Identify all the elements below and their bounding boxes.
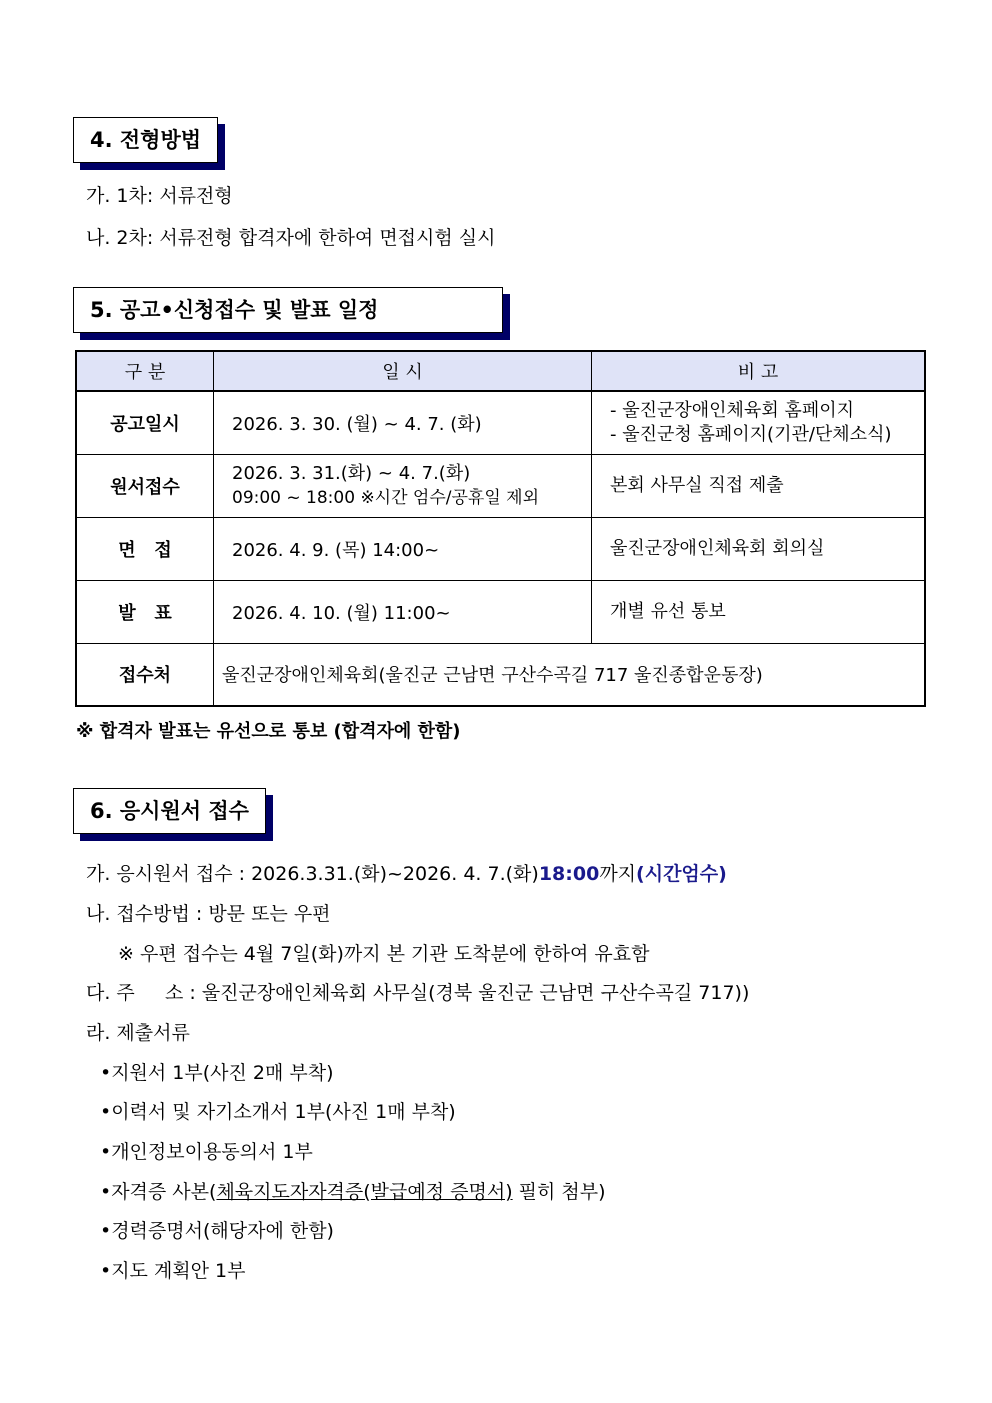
- row-date: [214, 454, 592, 517]
- doc-item: •이력서 및 자기소개서 1부(사진 1매 부착): [100, 1101, 456, 1123]
- ga-prefix: 가. 응시원서 접수 : 2026.3.31.(화)~2026. 4. 7.(화): [86, 863, 539, 885]
- note-line: - 울진군장애인체육회 홈페이지: [610, 399, 854, 421]
- header-datetime: 일 시: [214, 351, 592, 391]
- date-line: 09:00 ~ 18:00 ※시간 엄수/공휴일 제외: [232, 487, 540, 508]
- row-label: 원서접수: [76, 454, 214, 517]
- doc4-prefix: •자격증 사본(: [100, 1181, 217, 1203]
- row-label: 발 표: [76, 580, 214, 643]
- table-row: [76, 580, 925, 643]
- section-4-title: 4. 전형방법: [73, 117, 218, 163]
- doc-item: [100, 1177, 606, 1204]
- doc-item: •지원서 1부(사진 2매 부착): [100, 1062, 334, 1084]
- section-5-title: 5. 공고•신청접수 및 발표 일정: [73, 287, 503, 333]
- schedule-table: [75, 350, 926, 707]
- row-place: 울진군장애인체육회(울진군 근남면 구산수곡길 717 울진종합운동장): [214, 643, 926, 706]
- announcement-footnote: ※ 합격자 발표는 유선으로 통보 (합격자에 한함): [76, 721, 461, 742]
- section-6-line-na: 나. 접수방법 : 방문 또는 우편: [86, 903, 331, 925]
- doc-item: •경력증명서(해당자에 한함): [100, 1220, 334, 1242]
- row-note: 울진군장애인체육회 회의실: [592, 517, 926, 580]
- table-row: [76, 454, 925, 517]
- row-label: 공고일시: [76, 391, 214, 454]
- row-label: 면 접: [76, 517, 214, 580]
- ga-deadline-time: 18:00: [538, 863, 600, 885]
- section-4-item-1: 가. 1차: 서류전형: [86, 185, 233, 207]
- section-6-line-na-note: ※ 우편 접수는 4월 7일(화)까지 본 기관 도착분에 한하여 유효함: [118, 943, 650, 965]
- table-row: [76, 517, 925, 580]
- header-remarks: 비 고: [592, 351, 926, 391]
- section-6-title: 6. 응시원서 접수: [73, 788, 266, 834]
- row-note: 개별 유선 통보: [592, 580, 926, 643]
- row-date: 2026. 3. 30. (월) ~ 4. 7. (화): [214, 391, 592, 454]
- doc-item: •개인정보이용동의서 1부: [100, 1141, 313, 1163]
- ga-mid: 까지: [599, 863, 637, 885]
- section-4-item-2: 나. 2차: 서류전형 합격자에 한하여 면접시험 실시: [86, 227, 496, 249]
- section-6-line-da: 다. 주 소 : 울진군장애인체육회 사무실(경북 울진군 근남면 구산수곡길 717)): [86, 982, 750, 1004]
- header-category: 구 분: [76, 351, 214, 391]
- row-note: [592, 391, 926, 454]
- row-note: 본회 사무실 직접 제출: [592, 454, 926, 517]
- table-row: [76, 643, 925, 706]
- table-row: [76, 391, 925, 454]
- doc-item: •지도 계획안 1부: [100, 1260, 246, 1282]
- ga-strict: (시간엄수): [636, 863, 727, 885]
- section-6-line-ga: [86, 859, 727, 886]
- section-6-line-ra: 라. 제출서류: [86, 1022, 190, 1044]
- doc4-underlined: 체육지도자자격증(발급예정 증명서): [216, 1181, 513, 1203]
- date-line: 2026. 3. 31.(화) ~ 4. 7.(화): [232, 462, 471, 484]
- row-date: 2026. 4. 9. (목) 14:00~: [214, 517, 592, 580]
- note-line: - 울진군청 홈페이지(기관/단체소식): [610, 423, 892, 445]
- row-label: 접수처: [76, 643, 214, 706]
- row-date: 2026. 4. 10. (월) 11:00~: [214, 580, 592, 643]
- doc4-suffix: 필히 첨부): [512, 1181, 606, 1203]
